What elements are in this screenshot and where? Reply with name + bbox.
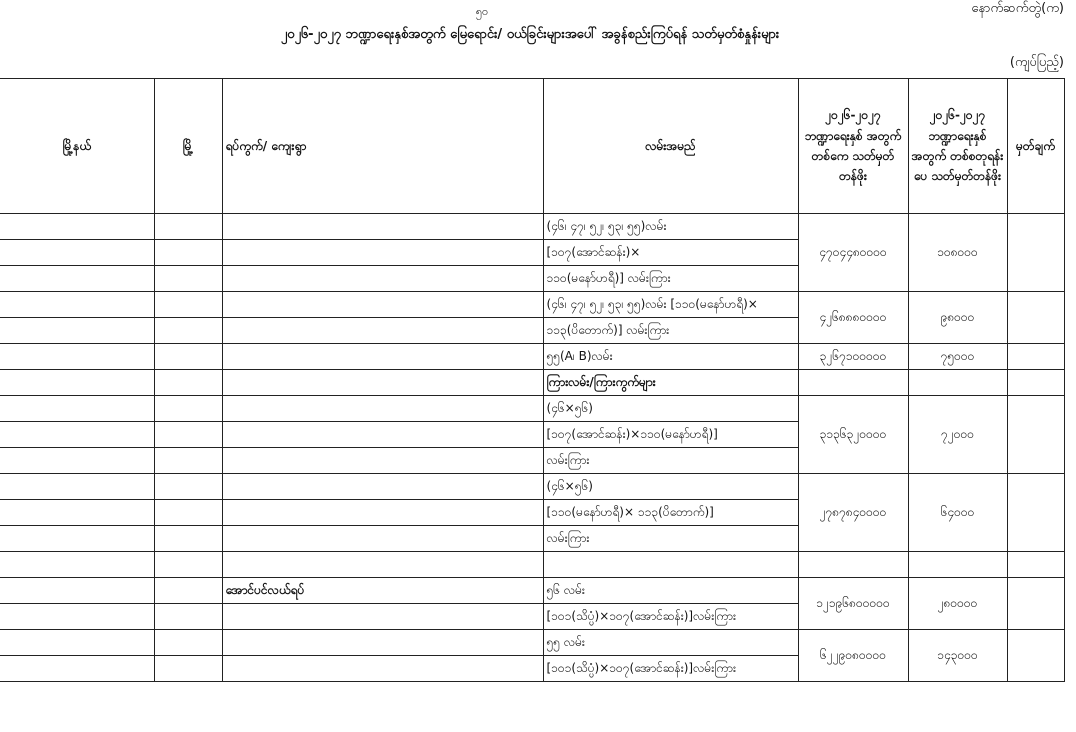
header-township: မြို့နယ် bbox=[0, 79, 154, 214]
value-per-ten-cell bbox=[798, 370, 908, 396]
table-row bbox=[0, 578, 1064, 604]
table-header-row bbox=[0, 79, 1064, 214]
header-remark: မှတ်ချက် bbox=[1007, 79, 1064, 214]
value-per-ten-cell: ၄၂၆၈၈၈၀၀၀၀ bbox=[798, 292, 908, 344]
town-cell bbox=[154, 266, 222, 292]
town-cell bbox=[154, 370, 222, 396]
town-cell bbox=[154, 292, 222, 318]
remark-cell bbox=[1007, 474, 1064, 552]
town-cell bbox=[154, 474, 222, 500]
ward-cell bbox=[222, 552, 543, 578]
value-per-sqft-cell: ၆၄၀၀၀ bbox=[908, 474, 1007, 552]
ward-cell bbox=[222, 318, 543, 344]
ward-cell bbox=[222, 266, 543, 292]
table-row bbox=[0, 292, 1064, 318]
value-per-sqft-cell bbox=[908, 370, 1007, 396]
ward-cell bbox=[222, 604, 543, 630]
town-cell bbox=[154, 396, 222, 422]
road-name-cell: လမ်းကြား bbox=[543, 448, 798, 474]
value-per-ten-cell: ၃၁၃၆၃၂၀၀၀၀ bbox=[798, 396, 908, 474]
road-name-cell: [၁၁၀(မနော်ဟရီ)× ၁၁၃(ပိတောက်)] bbox=[543, 500, 798, 526]
document-title: ၂၀၂၆-၂၀၂၇ ဘဏ္ဍာရေးနှစ်အတွက် မြေရောင်း/ ဝယ်ခြင်းများအပေါ် အခွန်စည်းကြပ်ရန် သတ်မှတ်စံနှုန်းများ bbox=[280, 27, 780, 42]
value-per-sqft-cell: ၁၄၃၀၀၀ bbox=[908, 630, 1007, 682]
remark-cell bbox=[1007, 292, 1064, 344]
land-price-table bbox=[0, 78, 1065, 682]
table-row bbox=[0, 552, 1064, 578]
value-per-ten-cell: ၄၇၀၄၄၈၀၀၀၀ bbox=[798, 214, 908, 292]
road-name-cell: ၅၆ လမ်း bbox=[543, 578, 798, 604]
header-value-per-sqft: ၂၀၂၆-၂၀၂၇ ဘဏ္ဍာရေးနှစ် အတွက် တစ်စတုရန်းပေ သတ်မှတ်တန်ဖိုး bbox=[908, 79, 1007, 214]
road-name-cell: [၁၀၁(သိပ္ပံ)×၁၀၇(အောင်ဆန်း)]လမ်းကြား bbox=[543, 656, 798, 682]
ward-cell bbox=[222, 526, 543, 552]
ward-cell bbox=[222, 214, 543, 240]
ward-cell bbox=[222, 370, 543, 396]
town-cell bbox=[154, 344, 222, 370]
road-name-cell: [၁၀၇(အောင်ဆန်း)× bbox=[543, 240, 798, 266]
remark-cell bbox=[1007, 370, 1064, 396]
remark-cell bbox=[1007, 552, 1064, 578]
road-name-cell: ကြားလမ်း/ကြားကွက်များ bbox=[543, 370, 798, 396]
road-name-cell: [၁၀၇(အောင်ဆန်း)×၁၁၀(မနော်ဟရီ)] bbox=[543, 422, 798, 448]
township-cell bbox=[0, 474, 154, 500]
road-name-cell: ၁၁၀(မနော်ဟရီ)] လမ်းကြား bbox=[543, 266, 798, 292]
township-cell bbox=[0, 448, 154, 474]
remark-cell bbox=[1007, 630, 1064, 682]
table-row bbox=[0, 370, 1064, 396]
road-name-cell bbox=[543, 552, 798, 578]
ward-cell bbox=[222, 396, 543, 422]
township-cell bbox=[0, 370, 154, 396]
table-row bbox=[0, 344, 1064, 370]
road-name-cell: ၅၅ လမ်း bbox=[543, 630, 798, 656]
road-name-cell: [၁၀၁(သိပ္ပံ)×၁၀၇(အောင်ဆန်း)]လမ်းကြား bbox=[543, 604, 798, 630]
table-body bbox=[0, 214, 1064, 682]
town-cell bbox=[154, 448, 222, 474]
page-number: ၅၀ bbox=[475, 5, 489, 18]
town-cell bbox=[154, 552, 222, 578]
ward-cell bbox=[222, 422, 543, 448]
ward-cell bbox=[222, 630, 543, 656]
town-cell bbox=[154, 240, 222, 266]
remark-cell bbox=[1007, 214, 1064, 292]
township-cell bbox=[0, 552, 154, 578]
remark-cell bbox=[1007, 578, 1064, 630]
unit-label: (ကျပ်ပြည့်) bbox=[1009, 55, 1064, 70]
ward-cell: အောင်ပင်လယ်ရပ် bbox=[222, 578, 543, 604]
town-cell bbox=[154, 214, 222, 240]
township-cell bbox=[0, 604, 154, 630]
township-cell bbox=[0, 630, 154, 656]
town-cell bbox=[154, 630, 222, 656]
header-ward: ရပ်ကွက်/ ကျေးရွာ bbox=[222, 79, 543, 214]
road-name-cell: (၄၆×၅၆) bbox=[543, 396, 798, 422]
town-cell bbox=[154, 500, 222, 526]
remark-cell bbox=[1007, 344, 1064, 370]
town-cell bbox=[154, 656, 222, 682]
road-name-cell: ၁၁၃(ပိတောက်)] လမ်းကြား bbox=[543, 318, 798, 344]
value-per-ten-cell: ၂၇၈၇၈၄၀၀၀၀ bbox=[798, 474, 908, 552]
value-per-ten-cell: ၃၂၆၇၁၀၀၀၀၀ bbox=[798, 344, 908, 370]
ward-cell bbox=[222, 240, 543, 266]
value-per-ten-cell: ၁၂၁၉၆၈၀၀၀၀၀ bbox=[798, 578, 908, 630]
township-cell bbox=[0, 318, 154, 344]
header-town: မြို့ bbox=[154, 79, 222, 214]
township-cell bbox=[0, 422, 154, 448]
table-row bbox=[0, 630, 1064, 656]
township-cell bbox=[0, 240, 154, 266]
township-cell bbox=[0, 500, 154, 526]
township-cell bbox=[0, 344, 154, 370]
town-cell bbox=[154, 578, 222, 604]
township-cell bbox=[0, 266, 154, 292]
town-cell bbox=[154, 318, 222, 344]
town-cell bbox=[154, 526, 222, 552]
remark-cell bbox=[1007, 396, 1064, 474]
township-cell bbox=[0, 214, 154, 240]
value-per-sqft-cell: ၇၂၀၀၀ bbox=[908, 396, 1007, 474]
value-per-sqft-cell: ၉၈၀၀၀ bbox=[908, 292, 1007, 344]
town-cell bbox=[154, 604, 222, 630]
township-cell bbox=[0, 292, 154, 318]
value-per-sqft-cell bbox=[908, 552, 1007, 578]
ward-cell bbox=[222, 500, 543, 526]
ward-cell bbox=[222, 344, 543, 370]
township-cell bbox=[0, 396, 154, 422]
road-name-cell: လမ်းကြား bbox=[543, 526, 798, 552]
table-row bbox=[0, 396, 1064, 422]
road-name-cell: ၅၅(A၊ B)လမ်း bbox=[543, 344, 798, 370]
road-name-cell: (၄၆၊ ၄၇၊ ၅၂၊ ၅၃၊ ၅၅)လမ်း bbox=[543, 214, 798, 240]
value-per-sqft-cell: ၂၈၀၀၀၀ bbox=[908, 578, 1007, 630]
value-per-sqft-cell: ၁၀၈၀၀၀ bbox=[908, 214, 1007, 292]
township-cell bbox=[0, 656, 154, 682]
value-per-sqft-cell: ၇၅၀၀၀ bbox=[908, 344, 1007, 370]
value-per-ten-cell bbox=[798, 552, 908, 578]
header-value-per-ten: ၂၀၂၆-၂၀၂၇ ဘဏ္ဍာရေးနှစ် အတွက် တစ်ကေ သတ်မှတ်တန်ဖိုး bbox=[798, 79, 908, 214]
town-cell bbox=[154, 422, 222, 448]
ward-cell bbox=[222, 474, 543, 500]
township-cell bbox=[0, 578, 154, 604]
ward-cell bbox=[222, 656, 543, 682]
ward-cell bbox=[222, 292, 543, 318]
header-road-name: လမ်းအမည် bbox=[543, 79, 798, 214]
appendix-label: နောက်ဆက်တွဲ(က) bbox=[971, 1, 1064, 16]
road-name-cell: (၄၆၊ ၄၇၊ ၅၂၊ ၅၃၊ ၅၅)လမ်း [၁၁၀(မနော်ဟရီ)× bbox=[543, 292, 798, 318]
township-cell bbox=[0, 526, 154, 552]
road-name-cell: (၄၆×၅၆) bbox=[543, 474, 798, 500]
value-per-ten-cell: ၆၂၂၉၀၈၀၀၀၀ bbox=[798, 630, 908, 682]
ward-cell bbox=[222, 448, 543, 474]
table-row bbox=[0, 474, 1064, 500]
table-row bbox=[0, 214, 1064, 240]
